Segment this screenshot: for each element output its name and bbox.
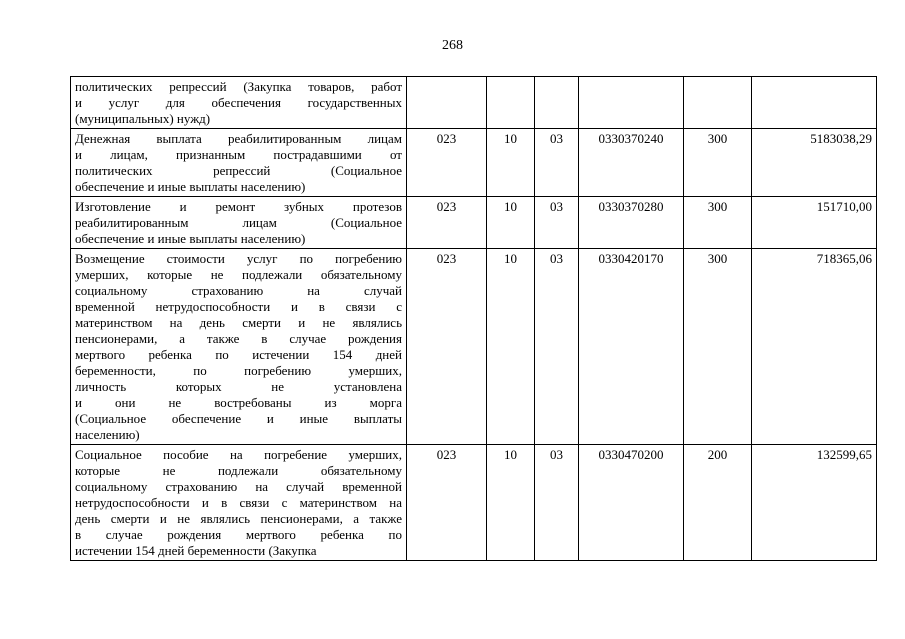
description-line: (муниципальных) нужд) bbox=[75, 111, 211, 126]
description-line: которые не подлежали обязательному bbox=[75, 463, 402, 478]
section-code-cell bbox=[487, 77, 535, 129]
admin-code-cell: 023 bbox=[407, 445, 487, 561]
description-line: и лицам, признанным пострадавшими от bbox=[75, 147, 402, 162]
description-line: Социальное пособие на погребение умерших, bbox=[75, 447, 402, 462]
description-line: пенсионерами, а также в случае рождения bbox=[75, 331, 402, 346]
section-code-cell: 10 bbox=[487, 129, 535, 197]
section-code-cell: 10 bbox=[487, 445, 535, 561]
subsection-code-cell: 03 bbox=[535, 445, 579, 561]
description-line: социальному страхованию на случай временной bbox=[75, 479, 402, 494]
description-line: беременности, по погребению умерших, bbox=[75, 363, 402, 378]
target-article-cell: 0330370280 bbox=[579, 197, 684, 249]
description-line: временной нетрудоспособности и в связи с bbox=[75, 299, 402, 314]
admin-code-cell bbox=[407, 77, 487, 129]
subsection-code-cell: 03 bbox=[535, 197, 579, 249]
description-line: социальному страхованию на случай bbox=[75, 283, 402, 298]
description-line: умерших, которые не подлежали обязательному bbox=[75, 267, 402, 282]
table-row bbox=[71, 249, 877, 445]
description-line: личность которых не установлена bbox=[75, 379, 402, 394]
description-line: политических репрессий (Закупка товаров, работ bbox=[75, 79, 402, 94]
table-row bbox=[71, 129, 877, 197]
description-line: политических репрессий (Социальное bbox=[75, 163, 402, 178]
admin-code-cell: 023 bbox=[407, 249, 487, 445]
budget-table bbox=[70, 76, 877, 561]
description-line: Денежная выплата реабилитированным лицам bbox=[75, 131, 402, 146]
description-line: истечении 154 дней беременности (Закупка bbox=[75, 543, 317, 558]
amount-cell bbox=[752, 77, 877, 129]
table-row bbox=[71, 197, 877, 249]
description-line: материнством на день смерти и не являлись bbox=[75, 315, 402, 330]
table-row bbox=[71, 77, 877, 129]
admin-code-cell: 023 bbox=[407, 129, 487, 197]
target-article-cell: 0330420170 bbox=[579, 249, 684, 445]
description-line: и услуг для обеспечения государственных bbox=[75, 95, 402, 110]
description-cell bbox=[71, 445, 407, 561]
subsection-code-cell: 03 bbox=[535, 249, 579, 445]
target-article-cell bbox=[579, 77, 684, 129]
amount-cell: 718365,06 bbox=[752, 249, 877, 445]
description-line: обеспечение и иные выплаты населению) bbox=[75, 231, 306, 246]
amount-cell: 151710,00 bbox=[752, 197, 877, 249]
expense-type-cell bbox=[684, 77, 752, 129]
description-line: и они не востребованы из морга bbox=[75, 395, 402, 410]
expense-type-cell: 200 bbox=[684, 445, 752, 561]
description-line: реабилитированным лицам (Социальное bbox=[75, 215, 402, 230]
description-line: нетрудоспособности и в связи с материнством на bbox=[75, 495, 402, 510]
target-article-cell: 0330470200 bbox=[579, 445, 684, 561]
description-line: мертвого ребенка по истечении 154 дней bbox=[75, 347, 402, 362]
expense-type-cell: 300 bbox=[684, 129, 752, 197]
description-line: день смерти и не являлись пенсионерами, а также bbox=[75, 511, 402, 526]
description-cell bbox=[71, 129, 407, 197]
section-code-cell: 10 bbox=[487, 249, 535, 445]
expense-type-cell: 300 bbox=[684, 249, 752, 445]
description-line: обеспечение и иные выплаты населению) bbox=[75, 179, 306, 194]
description-cell bbox=[71, 249, 407, 445]
description-line: (Социальное обеспечение и иные выплаты bbox=[75, 411, 402, 426]
subsection-code-cell bbox=[535, 77, 579, 129]
description-cell bbox=[71, 77, 407, 129]
description-line: Изготовление и ремонт зубных протезов bbox=[75, 199, 402, 214]
amount-cell: 132599,65 bbox=[752, 445, 877, 561]
expense-type-cell: 300 bbox=[684, 197, 752, 249]
section-code-cell: 10 bbox=[487, 197, 535, 249]
subsection-code-cell: 03 bbox=[535, 129, 579, 197]
admin-code-cell: 023 bbox=[407, 197, 487, 249]
table-row bbox=[71, 445, 877, 561]
amount-cell: 5183038,29 bbox=[752, 129, 877, 197]
description-line: Возмещение стоимости услуг по погребению bbox=[75, 251, 402, 266]
page-number: 268 bbox=[442, 38, 463, 53]
description-cell bbox=[71, 197, 407, 249]
description-line: населению) bbox=[75, 427, 140, 442]
description-line: в случае рождения мертвого ребенка по bbox=[75, 527, 402, 542]
target-article-cell: 0330370240 bbox=[579, 129, 684, 197]
